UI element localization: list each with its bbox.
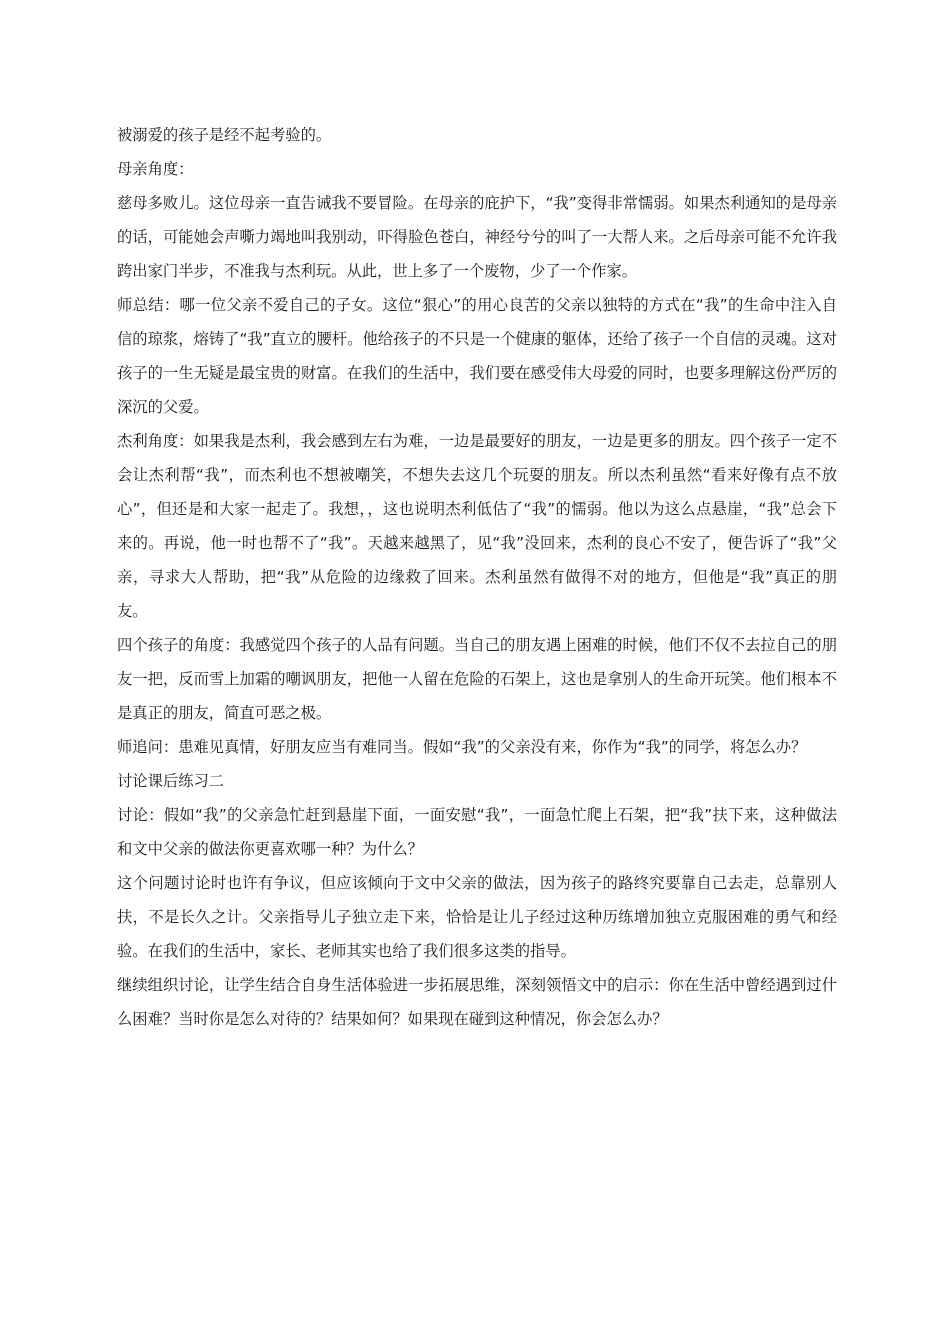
paragraph-mother-perspective: 慈母多败儿。这位母亲一直告诫我不要冒险。在母亲的庇护下，“我”变得非常懦弱。如果杰利通知的是母亲的话，可能她会声嘶力竭地叫我别动，吓得脸色苍白，神经兮兮的叫了一大帮人来。之后母亲可能不允许我跨出家门半步，不准我与杰利玩。从此，世上多了一个废物，少了一个作家。 — [117, 194, 837, 280]
paragraph-teacher-summary: 师总结：哪一位父亲不爱自己的子女。这位“狠心”的用心良苦的父亲以独特的方式在“我”的生命中注入自信的琼浆，熔铸了“我”直立的腰杆。他给孩子的不只是一个健康的躯体，还给了孩子一个自信的灵魂。这对孩子的一生无疑是最宝贵的财富。在我们的生活中，我们要在感受伟大母爱的同时，也要多理解这份严厉的深沉的父爱。 — [117, 296, 837, 416]
document-page — [117, 118, 837, 1036]
paragraph-continued-discussion: 继续组织讨论，让学生结合自身生活体验进一步拓展思维，深刻领悟文中的启示：你在生活中曾经遇到过什么困难？当时你是怎么对待的？结果如何？如果现在碰到这种情况，你会怎么办？ — [117, 976, 837, 1028]
paragraph-jerry-perspective: 杰利角度：如果我是杰利，我会感到左右为难，一边是最要好的朋友，一边是更多的朋友。四个孩子一定不会让杰利帮“我”，而杰利也不想被嘲笑，不想失去这几个玩耍的朋友。所以杰利虽然“看来好像有点不放心”，但还是和大家一起走了。我想，，这也说明杰利低估了“我”的懦弱。他以为这么点悬崖，“我”总会下来的。再说，他一时也帮不了“我”。天越来越黑了，见“我”没回来，杰利的良心不安了，便告诉了“我”父亲，寻求大人帮助，把“我”从危险的边缘救了回来。杰利虽然有做得不对的地方，但他是“我”真正的朋友。 — [117, 432, 837, 620]
heading-exercise-two: 讨论课后练习二 — [117, 772, 225, 790]
paragraph-spoiled-child: 被溺爱的孩子是经不起考验的。 — [117, 126, 332, 144]
paragraph-four-children-perspective: 四个孩子的角度：我感觉四个孩子的人品有问题。当自己的朋友遇上困难的时候，他们不仅不去拉自己的朋友一把，反而雪上加霜的嘲讽朋友，把他一人留在危险的石架上，这也是拿别人的生命开玩笑。他们根本不是真正的朋友，简直可恶之极。 — [117, 636, 837, 722]
paragraph-discussion-question: 讨论：假如“我”的父亲急忙赶到悬崖下面，一面安慰“我”，一面急忙爬上石架，把“我”扶下来，这种做法和文中父亲的做法你更喜欢哪一种？为什么？ — [117, 806, 837, 858]
paragraph-discussion-answer: 这个问题讨论时也许有争议，但应该倾向于文中父亲的做法，因为孩子的路终究要靠自己去走，总靠别人扶，不是长久之计。父亲指导儿子独立走下来，恰恰是让儿子经过这种历练增加独立克服困难的勇气和经验。在我们的生活中，家长、老师其实也给了我们很多这类的指导。 — [117, 874, 837, 960]
paragraph-teacher-followup: 师追问：患难见真情，好朋友应当有难同当。假如“我”的父亲没有来，你作为“我”的同学，将怎么办？ — [117, 738, 807, 756]
heading-mother-perspective: 母亲角度： — [117, 160, 194, 178]
